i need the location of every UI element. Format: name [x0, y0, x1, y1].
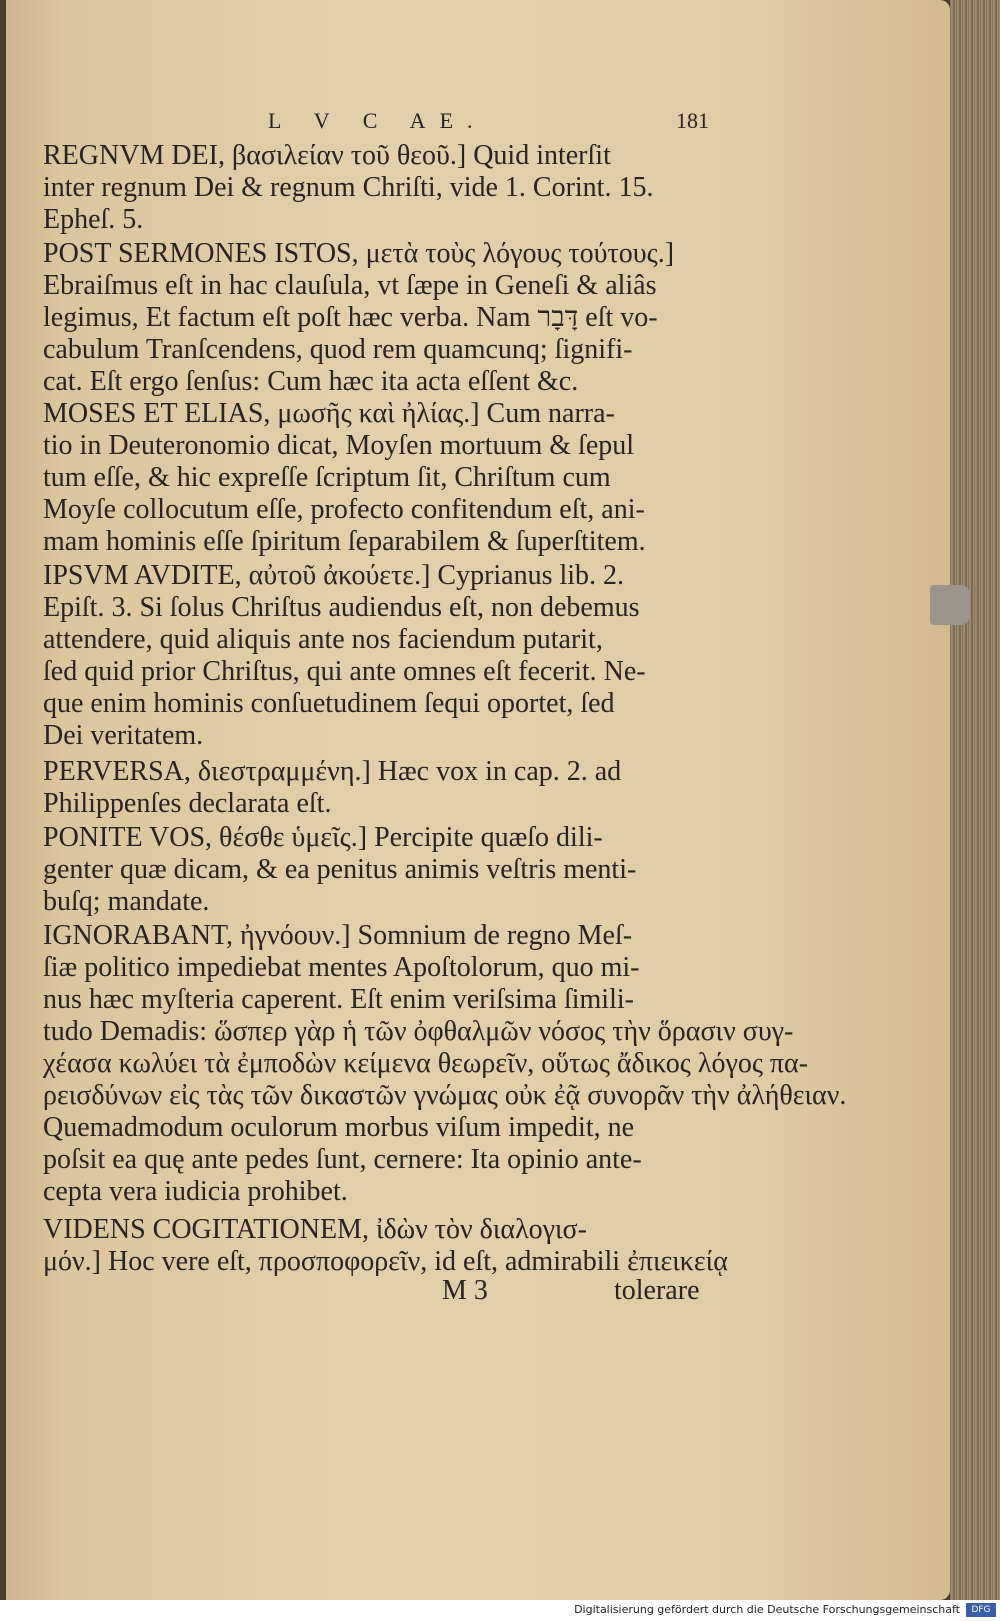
text-line: Moyſe collocutum eſſe, profecto confitendum eſt, ani-	[43, 494, 645, 525]
page-number: 181	[676, 108, 709, 133]
text-line: IPSVM AVDITE, αὐτοῦ ἀκούετε.] Cyprianus lib. 2.	[43, 560, 625, 591]
text-line: ſed quid prior Chriſtus, qui ante omnes eſt fecerit. Ne-	[43, 656, 646, 687]
signature-mark: M 3	[442, 1275, 488, 1306]
dfg-logo: DFG	[966, 1603, 996, 1617]
text-line: cepta vera iudicia prohibet.	[43, 1176, 348, 1207]
text-line: nus hæc myſteria caperent. Eſt enim veriſsima ſimili-	[43, 984, 634, 1015]
text-line: ſiæ politico impediebat mentes Apoſtolorum, quo mi-	[43, 952, 640, 983]
text-line: Epheſ. 5.	[43, 204, 144, 235]
text-line: VIDENS COGITATIONEM, ἰδὼν τὸν διαλογισ-	[43, 1214, 587, 1245]
footer-bar	[0, 1600, 1000, 1621]
text-line: inter regnum Dei & regnum Chriſti, vide 1. Corint. 15.	[43, 172, 654, 203]
text-line: genter quæ dicam, & ea penitus animis veſtris menti-	[43, 854, 637, 885]
text-line: POST SERMONES ISTOS, μετὰ τοὺς λόγους τούτους.]	[43, 238, 675, 269]
text-line: tum eſſe, & hic expreſſe ſcriptum ſit, Chriſtum cum	[43, 462, 611, 493]
text-line: PONITE VOS, θέσθε ὑμεῖς.] Percipite quæſo dili-	[43, 822, 603, 853]
text-line: Philippenſes declarata eſt.	[43, 788, 332, 819]
text-line: poſsit ea quę ante pedes ſunt, cernere: Ita opinio ante-	[43, 1144, 642, 1175]
text-line: REGNVM DEI, βασιλείαν τοῦ θεοῦ.] Quid interſit	[43, 140, 611, 171]
text-line: attendere, quid aliquis ante nos faciendum putarit,	[43, 624, 603, 655]
text-line: Epiſt. 3. Si ſolus Chriſtus audiendus eſt, non debemus	[43, 592, 640, 623]
text-line: mam hominis eſſe ſpiritum ſeparabilem & ſuperſtitem.	[43, 526, 646, 557]
text-line: IGNORABANT, ἠγνόουν.] Somnium de regno Meſ-	[43, 920, 633, 951]
text-line: tudo Demadis: ὥσπερ γὰρ ἡ τῶν ὀφθαλμῶν νόσος τὴν ὅρασιν συγ-	[43, 1016, 794, 1047]
page-edges	[950, 0, 1000, 1600]
text-line: PERVERSA, διεστραμμένη.] Hæc vox in cap. 2. ad	[43, 756, 622, 787]
text-line: que enim hominis conſuetudinem ſequi oportet, ſed	[43, 688, 615, 719]
text-line: cat. Eſt ergo ſenſus: Cum hæc ita acta eſſent &c.	[43, 366, 579, 397]
text-line: MOSES ET ELIAS, μωσῆς καὶ ἠλίας.] Cum narra-	[43, 398, 615, 429]
text-line: buſq; mandate.	[43, 886, 210, 917]
text-line: Dei veritatem.	[43, 720, 204, 751]
running-head-title: L V C AE.	[268, 108, 487, 133]
text-line: μόν.] Hoc vere eſt, προσποφορεῖν, id eſt, admirabili ἐπιεικείᾳ	[43, 1246, 728, 1277]
text-line: legimus, Et factum eſt poſt hæc verba. Nam דָּבָר eſt vo-	[43, 302, 658, 333]
text-line: cabulum Tranſcendens, quod rem quamcunq; ſignifi-	[43, 334, 633, 365]
page-clip	[930, 585, 970, 625]
catchword: tolerare	[614, 1275, 700, 1306]
text-line: χέασα κωλύει τὰ ἐμποδὼν κείμενα θεωρεῖν, οὕτως ἄδικος λόγος πα-	[43, 1048, 809, 1079]
text-line: ρεισδύνων εἰς τὰς τῶν δικαστῶν γνώμας οὐκ ἐᾷ συνορᾶν τὴν ἀλήθειαν.	[43, 1080, 847, 1111]
text-line: tio in Deuteronomio dicat, Moyſen mortuum & ſepul	[43, 430, 635, 461]
footer-credit: Digitalisierung gefördert durch die Deutsche Forschungsgemeinschaft	[574, 1603, 960, 1616]
text-line: Quemadmodum oculorum morbus viſum impedit, ne	[43, 1112, 635, 1143]
text-line: Ebraiſmus eſt in hac clauſula, vt ſæpe in Geneſi & aliâs	[43, 270, 657, 301]
